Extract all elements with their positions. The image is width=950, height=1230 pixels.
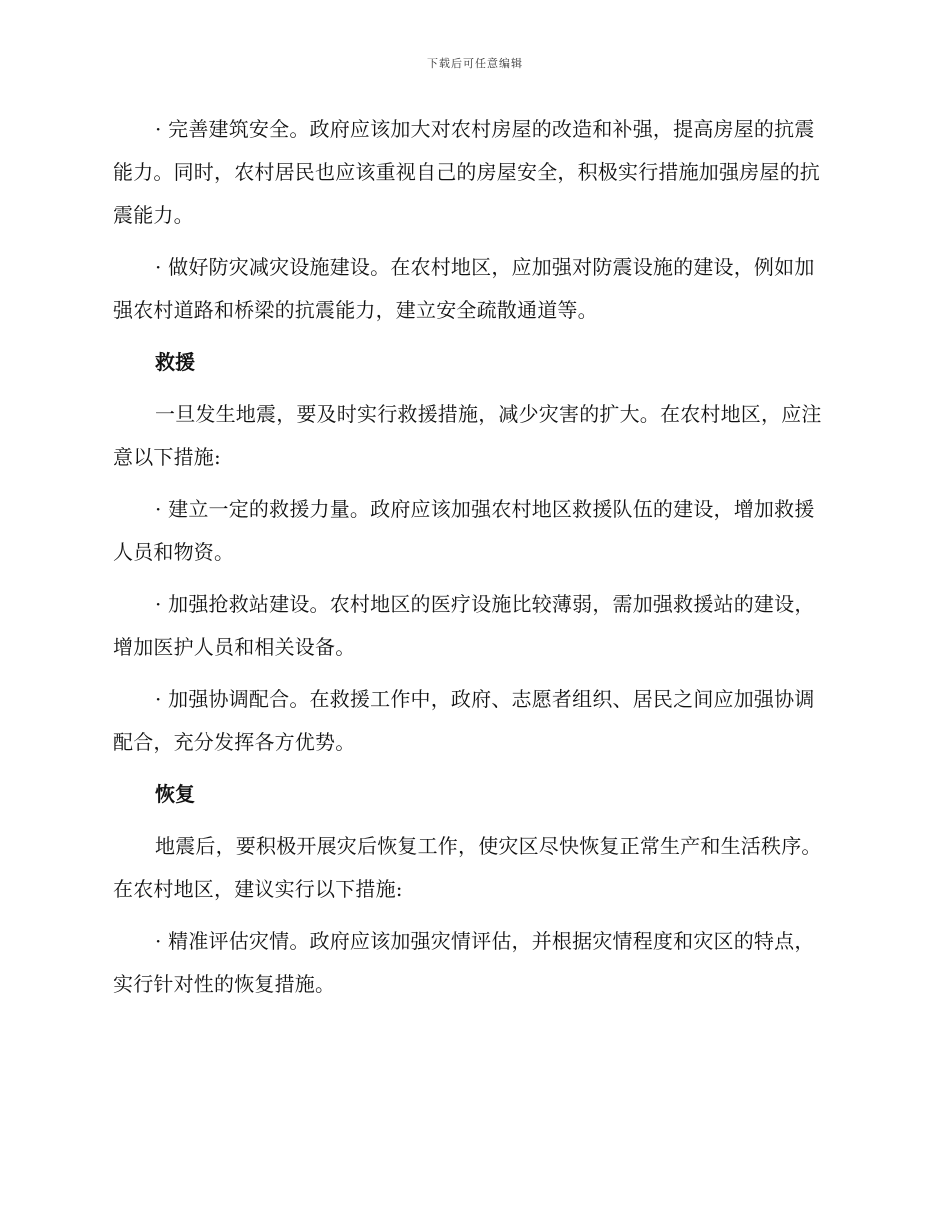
bullet-damage-assessment: · 精准评估灾情。政府应该加强灾情评估，并根据灾情程度和灾区的特点，实行针对性的恢复措施。	[113, 929, 815, 996]
bullet-building-safety: · 完善建筑安全。政府应该加大对农村房屋的改造和补强，提高房屋的抗震能力。同时，农村居民也应该重视自己的房屋安全，积极实行措施加强房屋的抗震能力。	[113, 117, 820, 227]
section-heading-rescue: 救援	[155, 350, 195, 374]
bullet-rescue-force: · 建立一定的救援力量。政府应该加强农村地区救援队伍的建设，增加救援人员和物资。	[113, 497, 815, 564]
recovery-intro-paragraph: 地震后，要积极开展灾后恢复工作，使灾区尽快恢复正常生产和生活秩序。在农村地区，建议实行以下措施:	[113, 834, 822, 901]
bullet-disaster-facilities: · 做好防灾减灾设施建设。在农村地区，应加强对防震设施的建设，例如加强农村道路和桥梁的抗震能力，建立安全疏散通道等。	[113, 255, 815, 322]
document-body	[113, 108, 833, 1015]
section-heading-recovery: 恢复	[155, 782, 195, 806]
bullet-first-aid-station: · 加强抢救站建设。农村地区的医疗设施比较薄弱，需加强救援站的建设，增加医护人员和相关设备。	[113, 592, 815, 659]
rescue-intro-paragraph: 一旦发生地震，要及时实行救援措施，减少灾害的扩大。在农村地区，应注意以下措施:	[113, 402, 822, 469]
page-header: 下载后可任意编辑	[427, 57, 523, 70]
bullet-coordination: · 加强协调配合。在救援工作中，政府、志愿者组织、居民之间应加强协调配合，充分发挥各方优势。	[113, 687, 815, 754]
